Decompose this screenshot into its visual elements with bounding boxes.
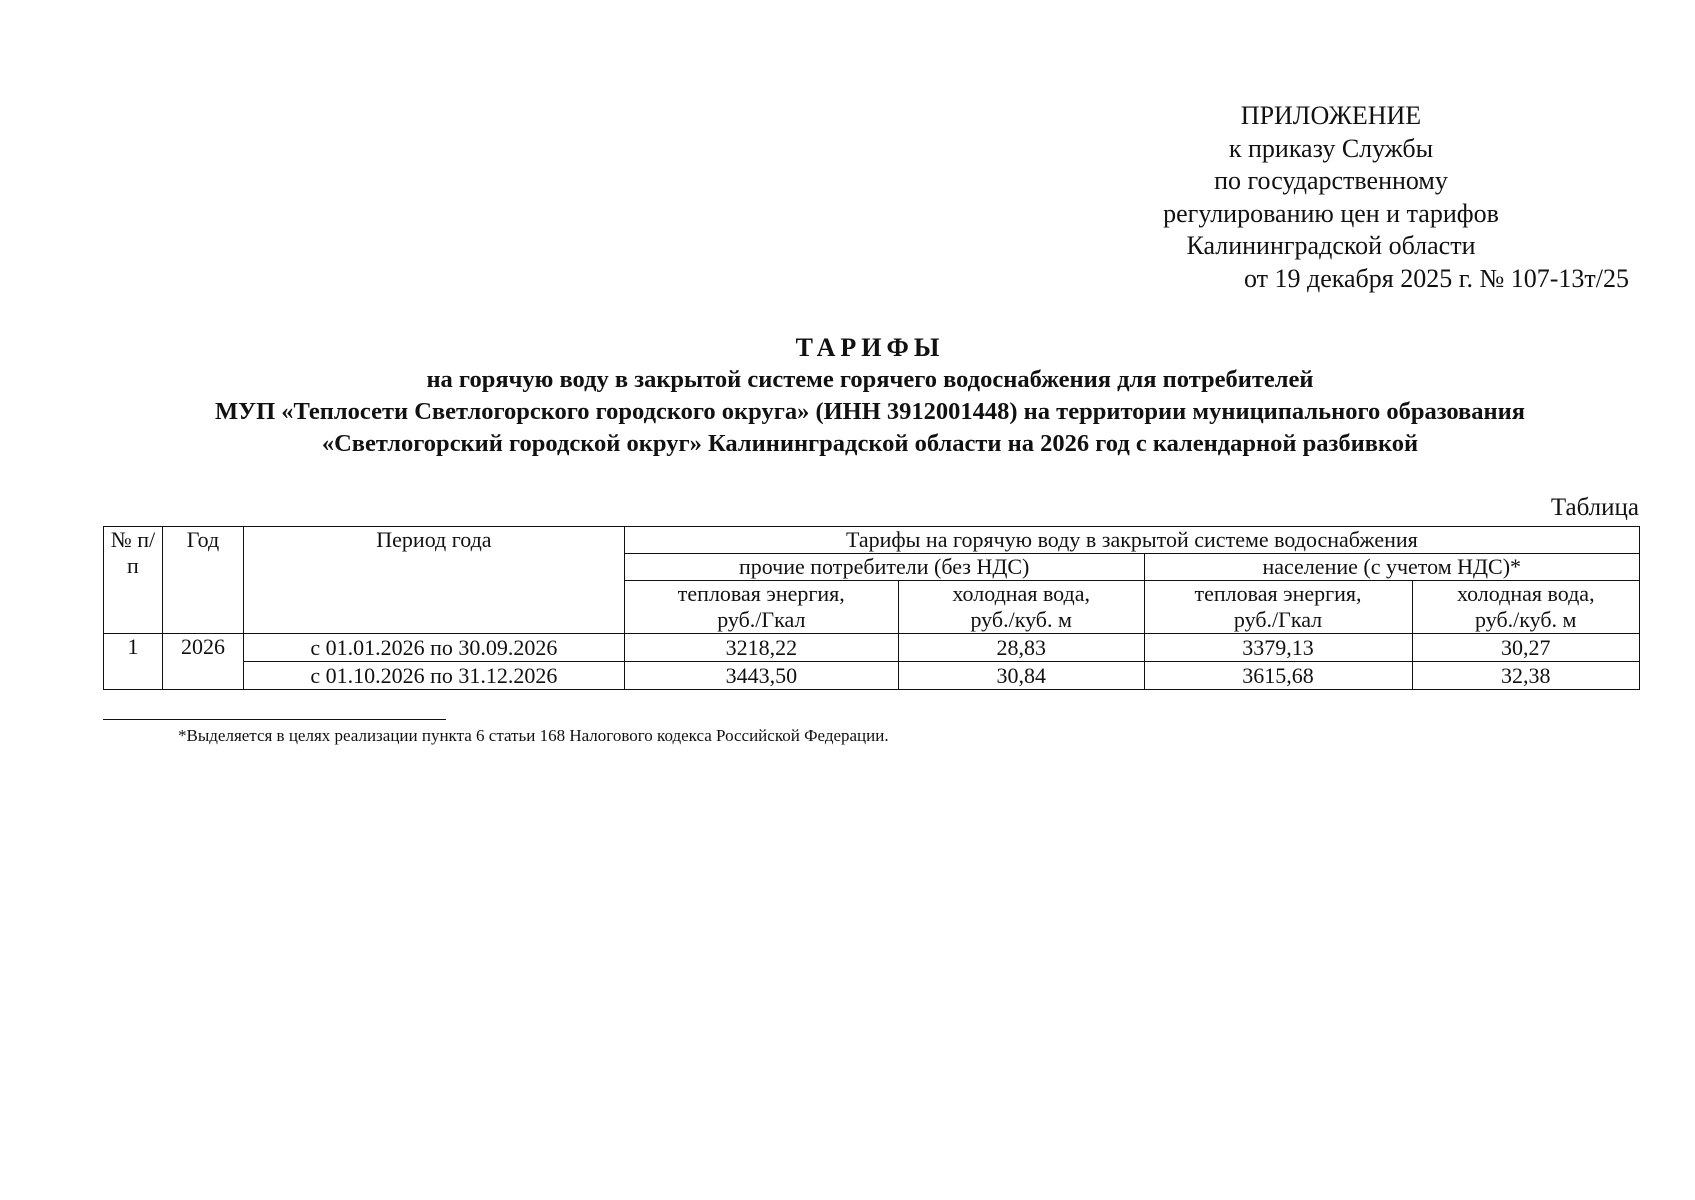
cell-other-heat: 3218,22 (624, 634, 898, 662)
header-population: население (с учетом НДС)* (1144, 554, 1639, 581)
header-year: Год (162, 527, 243, 634)
cell-pop-heat: 3615,68 (1144, 662, 1412, 690)
appendix-line: к приказу Службы (1228, 133, 1434, 163)
cell-year: 2026 (162, 634, 243, 690)
cell-period: с 01.01.2026 по 30.09.2026 (244, 634, 625, 662)
header-other-consumers: прочие потребители (без НДС) (624, 554, 1144, 581)
header-heat-unit: руб./Гкал (717, 607, 806, 632)
header-pop-cold (1412, 581, 1639, 634)
table-label: Таблица (1550, 494, 1639, 521)
header-period: Период года (244, 527, 625, 634)
header-tariffs-group: Тарифы на горячую воду в закрытой системе водоснабжения (624, 527, 1639, 554)
header-cold-unit: руб./куб. м (1475, 607, 1577, 632)
footnote: *Выделяется в целях реализации пункта 6 статьи 168 Налогового кодекса Российской Федерации. (178, 726, 889, 745)
cell-other-heat: 3443,50 (624, 662, 898, 690)
table-header-row (104, 527, 1640, 554)
header-heat-unit: руб./Гкал (1233, 607, 1323, 632)
cell-pop-heat: 3379,13 (1144, 634, 1412, 662)
header-other-cold (898, 581, 1144, 634)
document-title (60, 332, 1680, 460)
cell-other-cold: 30,84 (898, 662, 1144, 690)
header-num: № п/п (104, 527, 163, 634)
appendix-line: Калининградской области (1186, 231, 1476, 260)
appendix-order-date: от 19 декабря 2025 г. № 107-13т/25 (1243, 263, 1629, 293)
cell-other-cold: 28,83 (898, 634, 1144, 662)
cell-num: 1 (104, 634, 163, 690)
cell-pop-cold: 32,38 (1412, 662, 1639, 690)
header-other-heat (624, 581, 898, 634)
header-cold-line: холодная вода, (952, 581, 1091, 606)
cell-pop-cold: 30,27 (1412, 634, 1639, 662)
header-cold-line: холодная вода, (1456, 581, 1595, 606)
cell-period: с 01.10.2026 по 31.12.2026 (244, 662, 625, 690)
appendix-block (1031, 100, 1631, 295)
header-cold-unit: руб./куб. м (970, 607, 1072, 632)
appendix-line: по государственному (1214, 166, 1448, 195)
header-heat-line: тепловая энергия, (677, 581, 845, 606)
table-row (104, 662, 1640, 690)
title-heading: ТАРИФЫ (795, 333, 945, 362)
header-heat-line: тепловая энергия, (1194, 581, 1362, 606)
footnote-divider (103, 719, 446, 720)
header-pop-heat (1144, 581, 1412, 634)
title-line: на горячую воду в закрытой системе горячего водоснабжения для потребителей (426, 366, 1314, 393)
tariffs-table (103, 526, 1640, 690)
table-row (104, 634, 1640, 662)
appendix-line: регулированию цен и тарифов (1163, 198, 1499, 228)
title-line: МУП «Теплосети Светлогорского городского округа» (ИНН 3912001448) на территории муниципального образования (214, 398, 1526, 425)
appendix-title: ПРИЛОЖЕНИЕ (1240, 101, 1422, 130)
title-line: «Светлогорский городской округ» Калининградской области на 2026 год с календарной разбивкой (321, 430, 1419, 457)
